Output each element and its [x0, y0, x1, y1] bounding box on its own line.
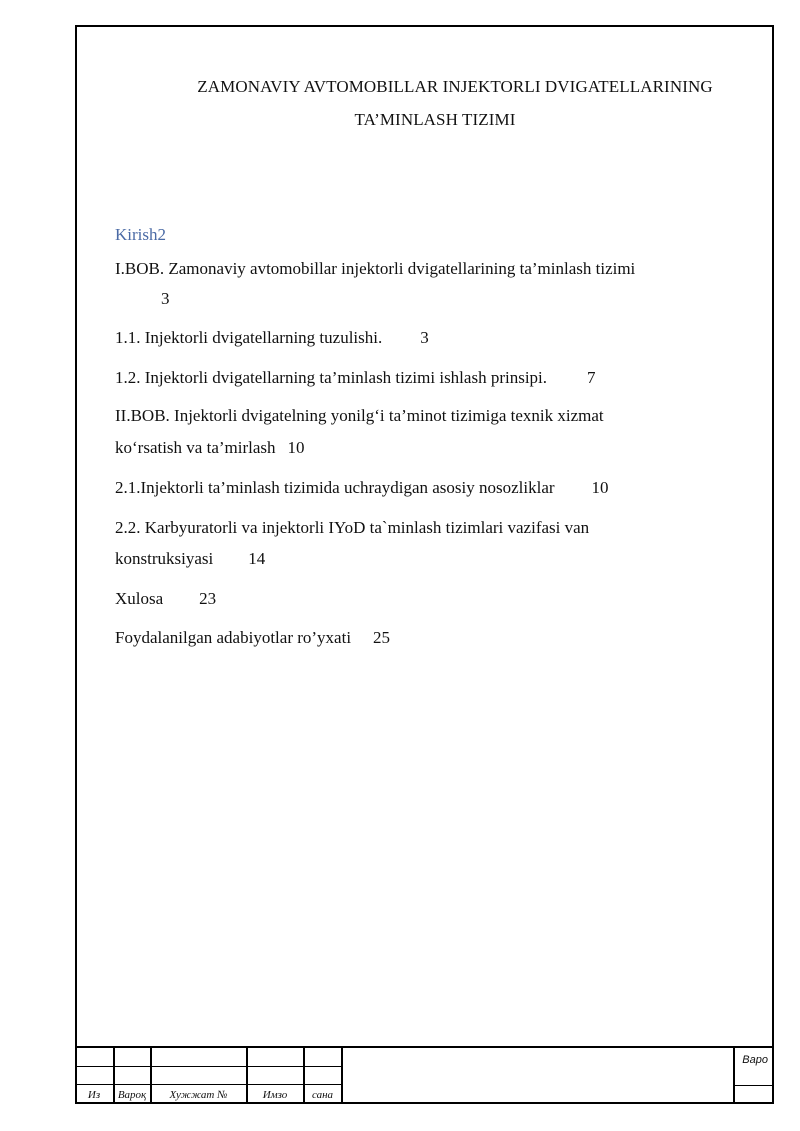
toc-section-1-1-text: 1.1. Injektorli dvigatellarning tuzulishi. [115, 328, 383, 347]
toc-section-2-2-page: 14 [248, 549, 266, 568]
toc-xulosa[interactable] [115, 588, 216, 610]
toc-section-1-2[interactable] [115, 367, 596, 389]
toc-section-1-2-page: 7 [587, 368, 596, 387]
toc-section-2-1-page: 10 [591, 478, 609, 497]
toc-section-1-2-text: 1.2. Injektorli dvigatellarning ta’minlash tizimi ishlash prinsipi. [115, 368, 548, 387]
stamp-sana-label: сана [311, 1089, 334, 1101]
stamp-row-line [75, 1066, 341, 1067]
toc-bob2-line2[interactable] [115, 437, 305, 459]
toc-adabiyotlar-page: 25 [373, 628, 391, 647]
toc-section-1-1-page: 3 [420, 328, 429, 347]
toc-xulosa-text: Xulosa [115, 589, 164, 608]
toc-bob1[interactable]: I.BOB. Zamonaviy avtomobillar injektorli dvigatellarining ta’minlash tizimi [115, 259, 636, 278]
stamp-row-line [733, 1085, 774, 1086]
stamp-varoq-label: Вароқ [117, 1089, 147, 1101]
toc-adabiyotlar-text: Foydalanilgan adabiyotlar ro’yxati [115, 628, 352, 647]
stamp-imzo-label: Имзо [262, 1089, 288, 1101]
toc-section-1-1[interactable] [115, 327, 429, 349]
stamp-iz-label: Из [87, 1089, 101, 1101]
toc-bob2-line1[interactable]: II.BOB. Injektorli dvigatelning yonilg‘i ta’minot tizimiga texnik xizmat [115, 406, 604, 425]
toc-kirish[interactable]: Kirish2 [115, 225, 166, 244]
toc-bob2-text: ko‘rsatish va ta’mirlash [115, 438, 276, 457]
stamp-divider [733, 1048, 735, 1104]
stamp-row-line [75, 1084, 341, 1085]
document-title-line1: ZAMONAVIY AVTOMOBILLAR INJEKTORLI DVIGATELLARINING [197, 77, 713, 96]
toc-adabiyotlar[interactable] [115, 627, 390, 649]
toc-bob2-page: 10 [287, 438, 305, 457]
toc-section-2-1-text: 2.1.Injektorli ta’minlash tizimida uchraydigan asosiy nosozliklar [115, 478, 555, 497]
stamp-varo-label: Варо [742, 1054, 768, 1066]
toc-xulosa-page: 23 [199, 589, 217, 608]
toc-section-2-2-text: konstruksiyasi [115, 549, 214, 568]
stamp-block [75, 1046, 774, 1104]
stamp-hujjat-label: Хужжат № [169, 1089, 228, 1101]
document-title-line2: TA’MINLASH TIZIMI [354, 110, 516, 129]
toc-section-2-2-line2[interactable] [115, 548, 265, 570]
stamp-divider [341, 1048, 343, 1104]
toc-section-2-2-line1[interactable]: 2.2. Karbyuratorli va injektorli IYoD ta`minlash tizimlari vazifasi van [115, 518, 590, 537]
toc-section-2-1[interactable] [115, 477, 609, 499]
toc-bob1-page: 3 [161, 289, 170, 308]
